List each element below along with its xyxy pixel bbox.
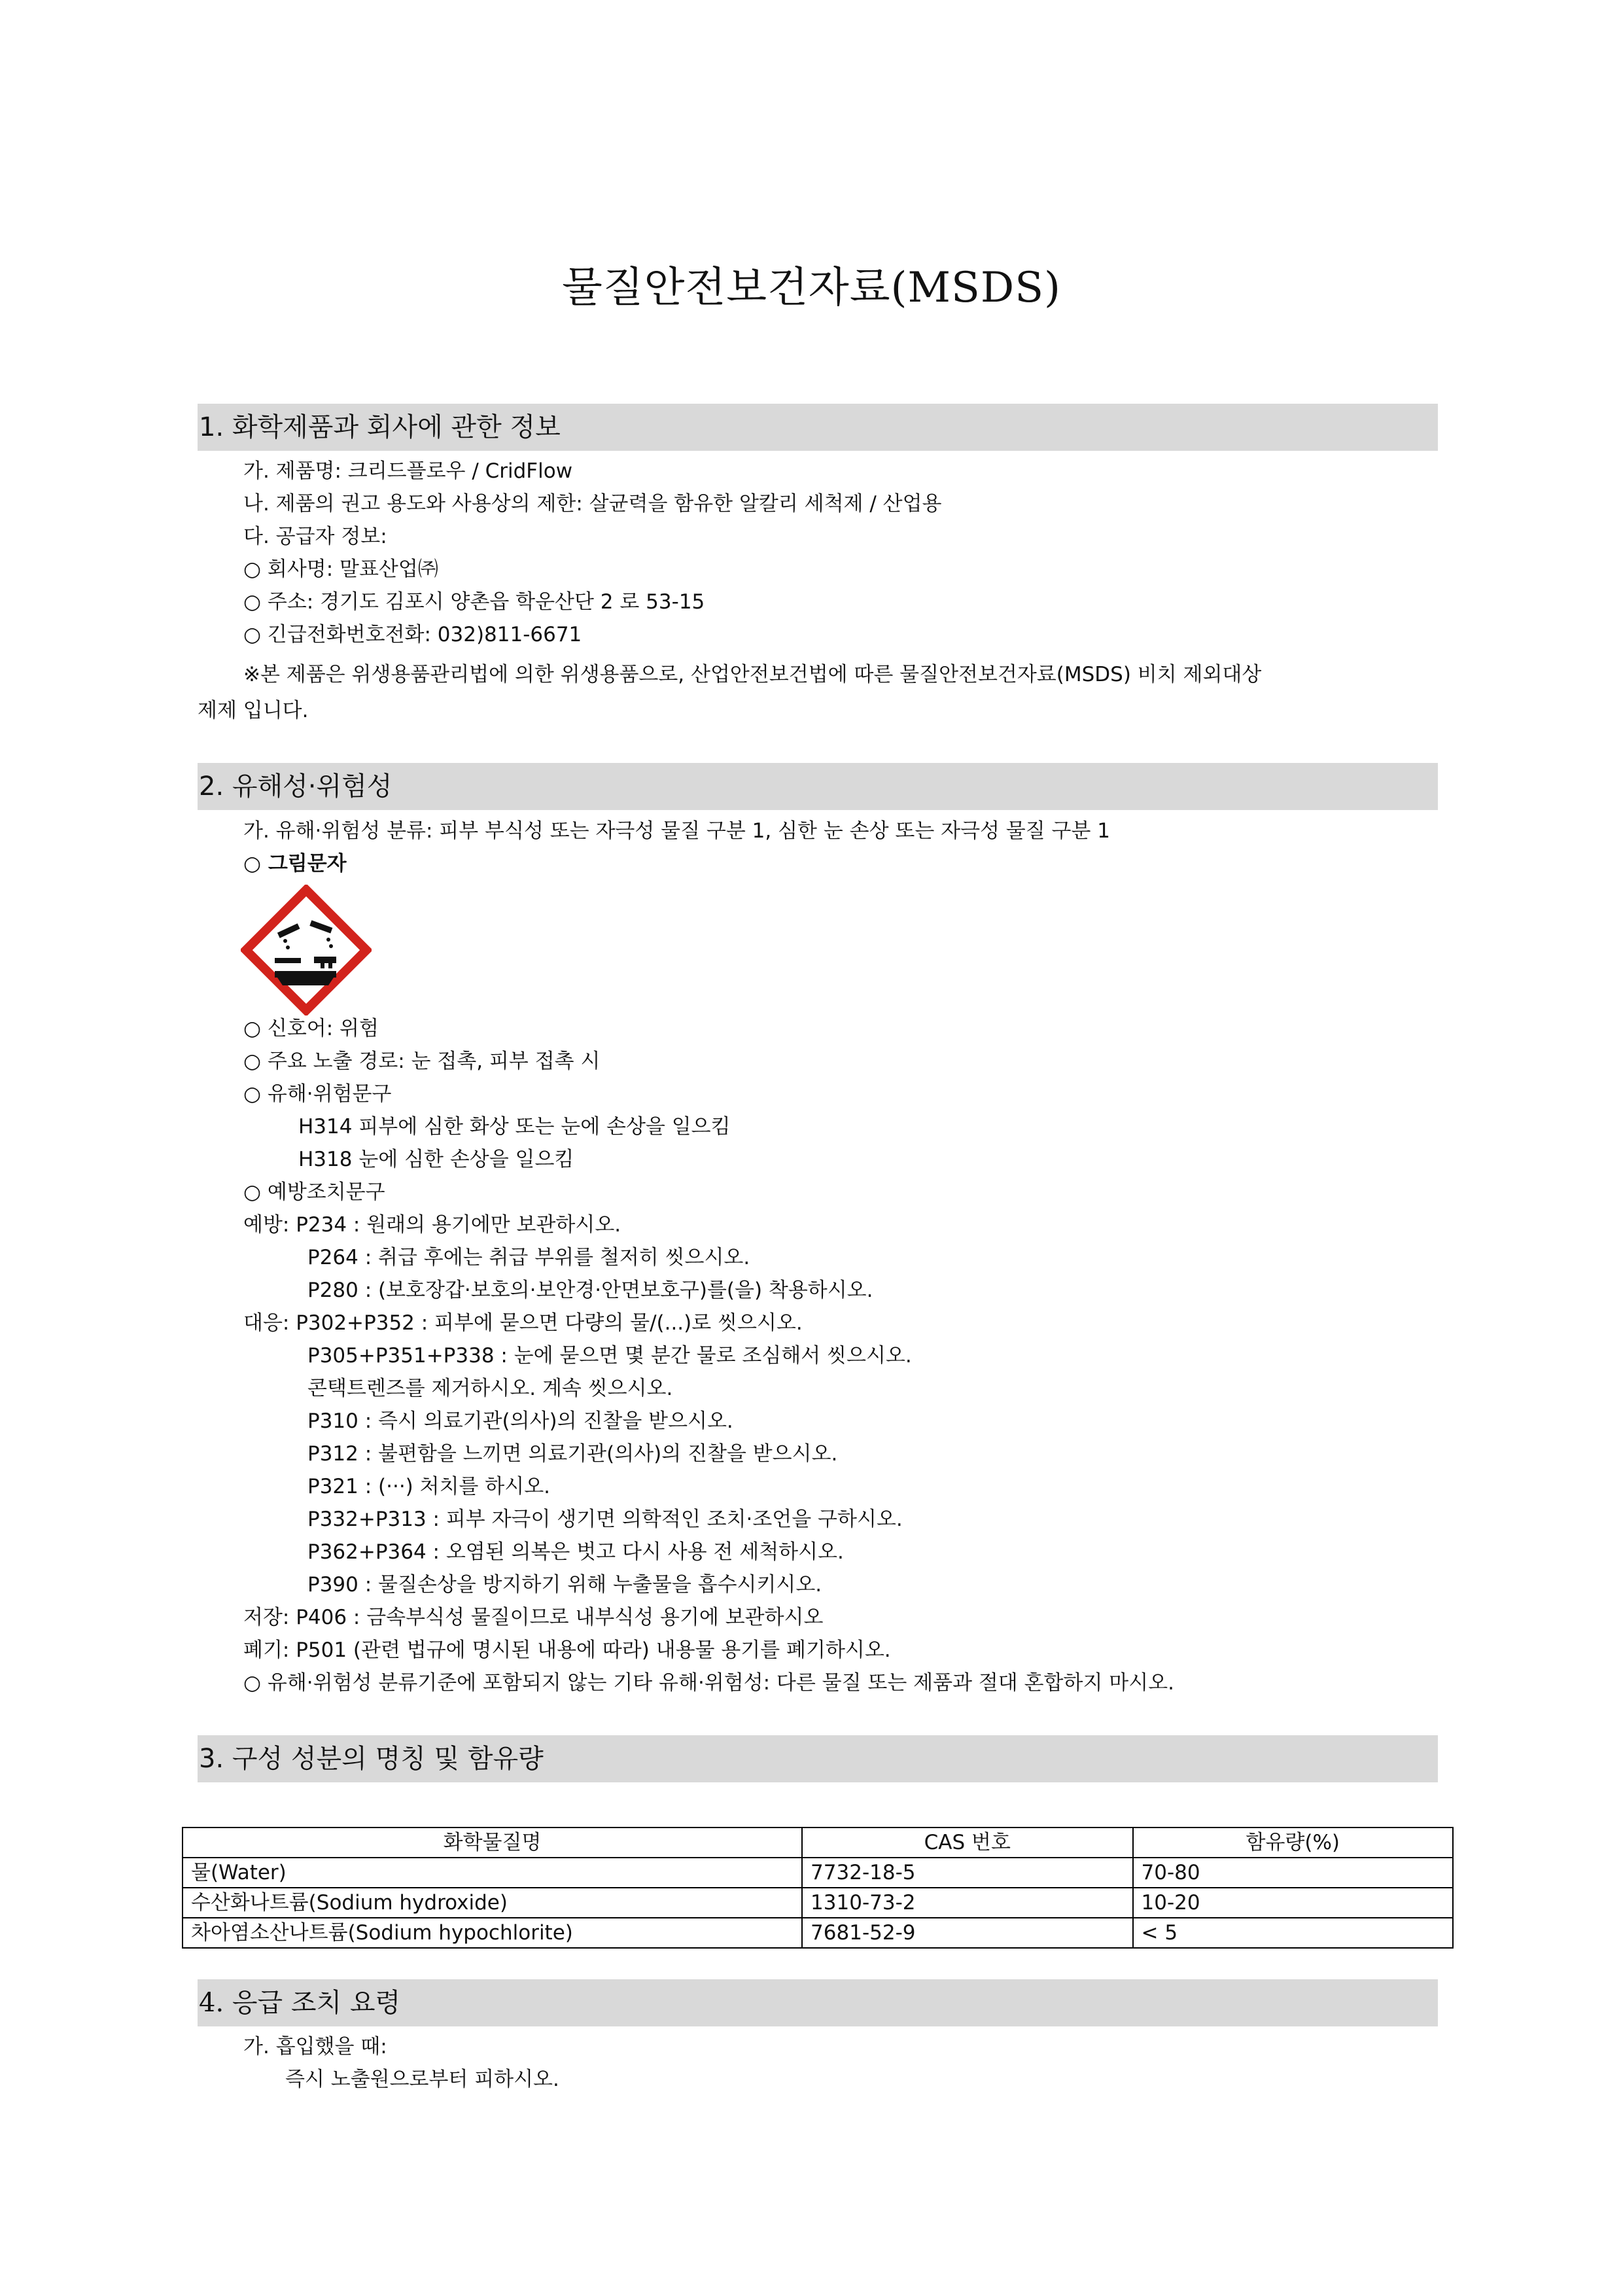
table-row [183,1858,1453,1888]
address-line: ○ 주소: 경기도 김포시 양촌읍 학운산단 2 로 53-15 [243,590,705,614]
prevention-p264: P264 : 취급 후에는 취급 부위를 철저히 씻으시오. [307,1246,750,1269]
exposure-route-line: ○ 주요 노출 경로: 눈 접촉, 피부 접촉 시 [243,1050,601,1073]
chemical-name-cell: 수산화나트륨(Sodium hydroxide) [183,1888,802,1918]
prevention-p280: P280 : (보호장갑·보호의·보안경·안면보호구)를(을) 착용하시오. [307,1279,873,1302]
content-cell: 10-20 [1133,1888,1453,1918]
hazard-statement-heading: ○ 유해·위험문구 [243,1082,392,1106]
inhalation-instruction: 즉시 노출원으로부터 피하시오. [285,2068,559,2091]
cas-number-cell: 7681-52-9 [802,1918,1132,1948]
other-hazards-line: ○ 유해·위험성 분류기준에 포함되지 않는 기타 유해·위험성: 다른 물질 또는 제품과 절대 혼합하지 마시오. [243,1671,1174,1695]
product-name-line: 가. 제품명: 크리드플로우 / CridFlow [243,459,573,483]
column-header-cas-number: CAS 번호 [802,1828,1132,1858]
column-header-content: 함유량(%) [1133,1828,1453,1858]
composition-table [182,1827,1454,1949]
response-p362: P362+P364 : 오염된 의복은 벗고 다시 사용 전 세척하시오. [307,1540,844,1564]
response-p332: P332+P313 : 피부 자극이 생기면 의학적인 조치·조언을 구하시오. [307,1508,903,1531]
prevention-p234: 예방: P234 : 원래의 용기에만 보관하시오. [243,1213,621,1237]
supplier-info-line: 다. 공급자 정보: [243,525,387,548]
storage-p406: 저장: P406 : 금속부식성 물질이므로 내부식성 용기에 보관하시오 [243,1606,824,1629]
response-p310: P310 : 즉시 의료기관(의사)의 진찰을 받으시오. [307,1409,733,1433]
exemption-note-line-2: 제제 입니다. [198,699,309,722]
content-cell: 70-80 [1133,1858,1453,1888]
signal-word-line: ○ 신호어: 위험 [243,1017,379,1040]
exemption-note-line-1: ※본 제품은 위생용품관리법에 의한 위생용품으로, 산업안전보건법에 따른 물질안전보건자료(MSDS) 비치 제외대상 [243,663,1262,686]
disposal-p501: 폐기: P501 (관련 법규에 명시된 내용에 따라) 내용물 용기를 폐기하시오. [243,1638,891,1662]
cas-number-cell: 7732-18-5 [802,1858,1132,1888]
content-cell: < 5 [1133,1918,1453,1948]
section-1-heading: 1. 화학제품과 회사에 관한 정보 [198,404,1438,451]
document-title: 물질안전보건자료(MSDS) [561,264,1062,312]
hazard-classification-line: 가. 유해·위험성 분류: 피부 부식성 또는 자극성 물질 구분 1, 심한 눈 손상 또는 자극성 물질 구분 1 [243,819,1111,843]
table-row [183,1918,1453,1948]
response-p312: P312 : 불편함을 느끼면 의료기관(의사)의 진찰을 받으시오. [307,1442,838,1466]
hazard-statement-h318: H318 눈에 심한 손상을 일으킴 [298,1148,574,1171]
response-p390: P390 : 물질손상을 방지하기 위해 누출물을 흡수시키시오. [307,1573,822,1597]
chemical-name-cell: 물(Water) [183,1858,802,1888]
response-p305: P305+P351+P338 : 눈에 묻으면 몇 분간 물로 조심해서 씻으시오. [307,1344,912,1368]
company-name-line: ○ 회사명: 말표산업㈜ [243,557,438,581]
inhalation-heading: 가. 흡입했을 때: [243,2035,387,2058]
table-header-row [183,1828,1453,1858]
response-p302: 대응: P302+P352 : 피부에 묻으면 다량의 물/(...)로 씻으시오. [243,1311,803,1335]
response-contact-lens: 콘택트렌즈를 제거하시오. 계속 씻으시오. [307,1377,673,1400]
table-row [183,1888,1453,1918]
corrosion-ghs-icon [241,885,372,1016]
response-p321: P321 : (···) 처치를 하시오. [307,1475,551,1498]
cas-number-cell: 1310-73-2 [802,1888,1132,1918]
pictogram-label: ○ 그림문자 [243,852,347,875]
precaution-heading: ○ 예방조치문구 [243,1180,385,1204]
column-header-chemical-name: 화학물질명 [183,1828,802,1858]
product-use-line: 나. 제품의 권고 용도와 사용상의 제한: 살균력을 함유한 알칼리 세척제 / 산업용 [243,492,942,516]
section-3-heading: 3. 구성 성분의 명칭 및 함유량 [198,1735,1438,1782]
chemical-name-cell: 차아염소산나트륨(Sodium hypochlorite) [183,1918,802,1948]
hazard-statement-h314: H314 피부에 심한 화상 또는 눈에 손상을 일으킴 [298,1115,731,1139]
section-4-heading: 4. 응급 조치 요령 [198,1979,1438,2026]
emergency-phone-line: ○ 긴급전화번호전화: 032)811-6671 [243,623,582,646]
section-2-heading: 2. 유해성·위험성 [198,763,1438,810]
